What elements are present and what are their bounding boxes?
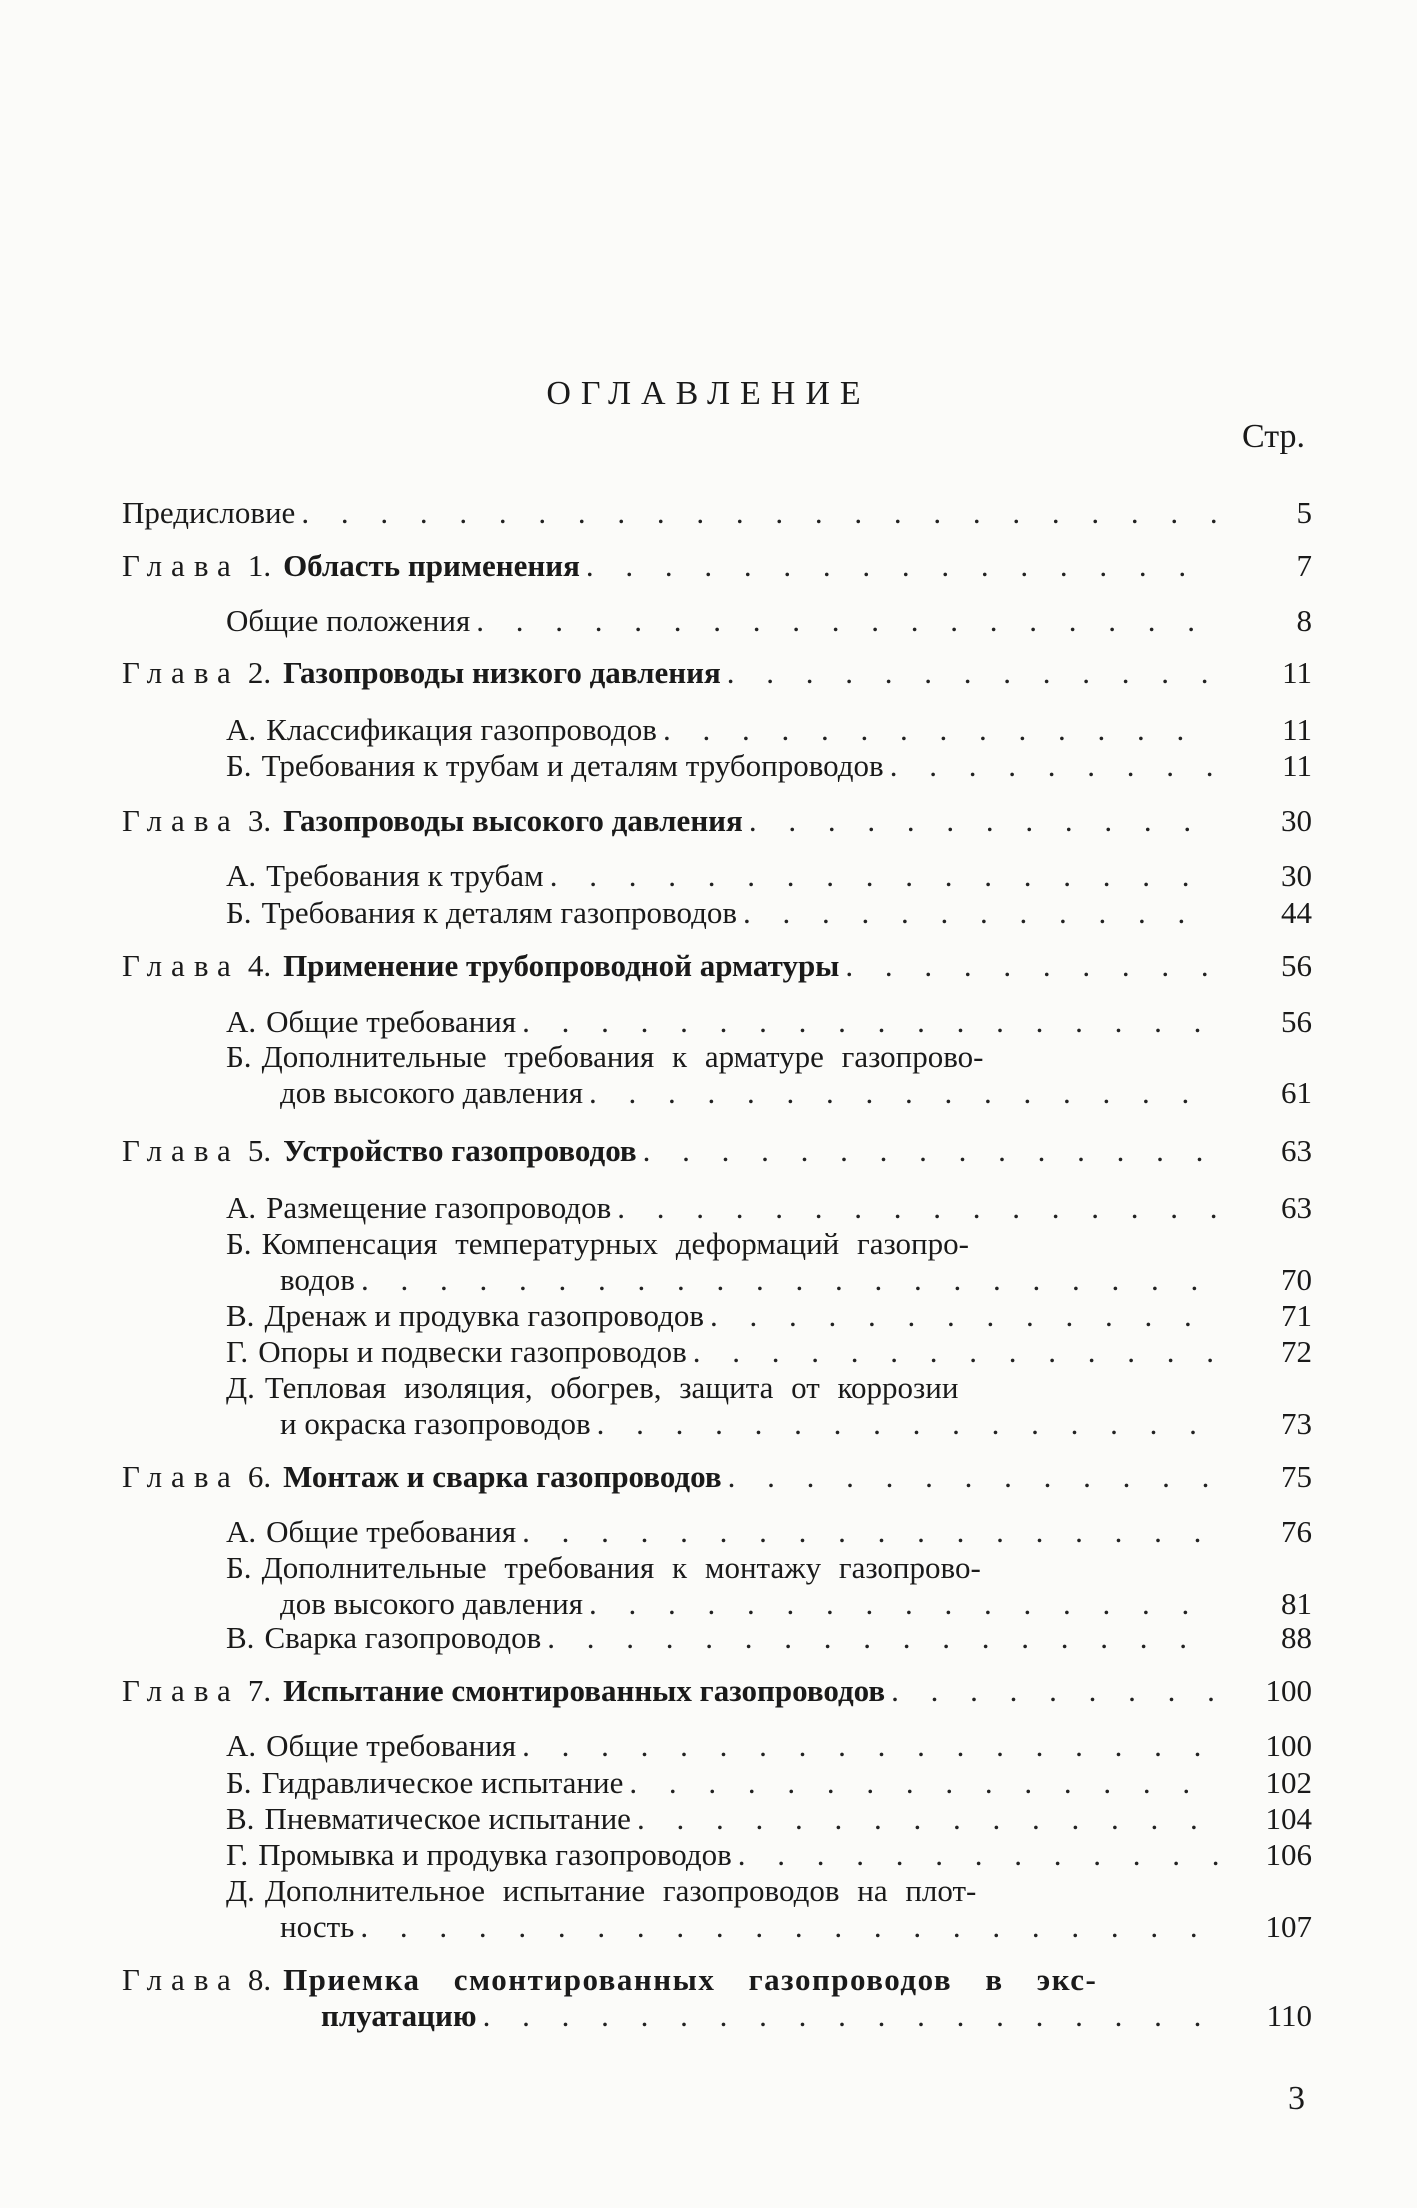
section-title: Требования к трубам — [266, 858, 544, 893]
dot-leader — [476, 603, 1218, 639]
dot-leader — [522, 1728, 1218, 1764]
page-number: 3 — [1288, 2080, 1305, 2117]
dot-leader — [547, 1620, 1218, 1656]
entry-page: 56 — [1281, 1004, 1312, 1039]
entry-page: 30 — [1281, 803, 1312, 838]
toc-section-continuation — [280, 1075, 1312, 1111]
chapter-title-continuation: плуатацию — [321, 1998, 477, 2033]
chapter-title: Газопроводы низкого давления — [283, 655, 721, 690]
section-title: Промывка и продувка газопроводов — [258, 1837, 732, 1872]
chapter-title: Приемка смонтированных газопроводов в экс- — [283, 1962, 1098, 1997]
entry-page: 30 — [1281, 858, 1312, 893]
section-title: Общие требования — [266, 1514, 517, 1549]
section-title: Размещение газопроводов — [266, 1190, 612, 1225]
toc-section — [226, 1370, 1312, 1406]
chapter-word: Глава — [122, 1962, 240, 1997]
toc-section — [226, 1226, 1312, 1262]
toc-section — [226, 1298, 1312, 1334]
entry-page: 11 — [1282, 655, 1312, 690]
toc-section — [226, 748, 1312, 784]
chapter-number: 1. — [247, 548, 272, 583]
dot-leader — [629, 1765, 1218, 1801]
section-title: Требования к деталям газопроводов — [261, 895, 737, 930]
dot-leader — [589, 1586, 1218, 1622]
section-title: Сварка газопроводов — [264, 1620, 542, 1655]
toc-title: ОГЛАВЛЕНИЕ — [546, 375, 871, 412]
section-letter: А. — [226, 1728, 257, 1763]
dot-leader — [727, 655, 1218, 691]
section-letter: Б. — [226, 895, 252, 930]
entry-page: 100 — [1265, 1728, 1312, 1763]
section-title: Дополнительное испытание газопроводов на плот- — [264, 1873, 977, 1908]
section-title: Общие положения — [226, 603, 471, 638]
toc-section — [226, 1801, 1312, 1837]
chapter-title: Газопроводы высокого давления — [283, 803, 743, 838]
chapter-title: Устройство газопроводов — [283, 1133, 637, 1168]
chapter-title: Область применения — [283, 548, 580, 583]
dot-leader — [891, 1673, 1218, 1709]
entry-page: 75 — [1281, 1459, 1312, 1494]
chapter-title: Применение трубопроводной арматуры — [283, 948, 840, 983]
section-title-continuation: дов высокого давления — [280, 1586, 583, 1621]
toc-section-continuation — [280, 1262, 1312, 1298]
chapter-word: Глава — [122, 1133, 240, 1168]
entry-page: 63 — [1281, 1133, 1312, 1168]
section-letter: В. — [226, 1298, 255, 1333]
toc-section — [226, 1728, 1312, 1764]
dot-leader — [710, 1298, 1218, 1334]
section-title: Гидравлическое испытание — [261, 1765, 624, 1800]
section-title: Общие требования — [266, 1728, 517, 1763]
entry-text: Предисловие — [122, 495, 296, 530]
section-title-continuation: дов высокого давления — [280, 1075, 583, 1110]
entry-page: 72 — [1281, 1334, 1312, 1369]
chapter-number: 4. — [247, 948, 272, 983]
section-title: Дренаж и продувка газопроводов — [264, 1298, 704, 1333]
dot-leader — [738, 1837, 1218, 1873]
section-letter: А. — [226, 1514, 257, 1549]
entry-page: 71 — [1281, 1298, 1312, 1333]
dot-leader — [597, 1406, 1218, 1442]
toc-section-continuation — [280, 1909, 1312, 1945]
chapter-number: 6. — [247, 1459, 272, 1494]
section-title: Классификация газопроводов — [266, 712, 657, 747]
toc-chapter — [122, 548, 1312, 584]
section-title: Требования к трубам и деталям трубопроводов — [261, 748, 884, 783]
chapter-number: 8. — [247, 1962, 272, 1997]
section-letter: Б. — [226, 1765, 252, 1800]
section-letter: А. — [226, 1190, 257, 1225]
dot-leader — [845, 948, 1218, 984]
section-letter: Г. — [226, 1334, 249, 1369]
chapter-word: Глава — [122, 803, 240, 838]
section-title: Опоры и подвески газопроводов — [258, 1334, 687, 1369]
section-title: Компенсация температурных деформаций газопро- — [261, 1226, 969, 1261]
section-letter: В. — [226, 1801, 255, 1836]
dot-leader — [360, 1909, 1218, 1945]
toc-section — [226, 603, 1312, 639]
entry-page: 56 — [1281, 948, 1312, 983]
dot-leader — [589, 1075, 1218, 1111]
toc-entry-preface — [122, 495, 1312, 531]
section-title: Дополнительные требования к монтажу газопрово- — [261, 1550, 981, 1585]
entry-page: 61 — [1281, 1075, 1312, 1110]
toc-chapter — [122, 803, 1312, 839]
entry-page: 76 — [1281, 1514, 1312, 1549]
section-letter: А. — [226, 712, 257, 747]
section-letter: А. — [226, 1004, 257, 1039]
toc-section — [226, 712, 1312, 748]
toc-section — [226, 1837, 1312, 1873]
section-title-continuation: ность — [280, 1909, 355, 1944]
toc-section — [226, 1334, 1312, 1370]
toc-section — [226, 1190, 1312, 1226]
section-letter: Г. — [226, 1837, 249, 1872]
toc-section — [226, 895, 1312, 931]
entry-page: 11 — [1282, 712, 1312, 747]
entry-page: 106 — [1265, 1837, 1312, 1872]
section-letter: А. — [226, 858, 257, 893]
dot-leader — [749, 803, 1218, 839]
chapter-word: Глава — [122, 1459, 240, 1494]
toc-section — [226, 1004, 1312, 1040]
dot-leader — [483, 1998, 1218, 2034]
section-title: Дополнительные требования к арматуре газопрово- — [261, 1039, 984, 1074]
chapter-number: 3. — [247, 803, 272, 838]
chapter-number: 2. — [247, 655, 272, 690]
toc-chapter — [122, 1459, 1312, 1495]
toc-chapter — [122, 1133, 1312, 1169]
chapter-word: Глава — [122, 548, 240, 583]
section-letter: Б. — [226, 1226, 252, 1261]
entry-page: 88 — [1281, 1620, 1312, 1655]
section-letter: Б. — [226, 1550, 252, 1585]
dot-leader — [301, 495, 1218, 531]
section-title: Тепловая изоляция, обогрев, защита от коррозии — [264, 1370, 959, 1405]
section-title-continuation: водов — [280, 1262, 355, 1297]
entry-page: 73 — [1281, 1406, 1312, 1441]
chapter-number: 5. — [247, 1133, 272, 1168]
entry-page: 107 — [1265, 1909, 1312, 1944]
toc-section — [226, 1514, 1312, 1550]
toc-section-continuation — [280, 1406, 1312, 1442]
section-title: Пневматическое испытание — [264, 1801, 631, 1836]
chapter-title: Монтаж и сварка газопроводов — [283, 1459, 722, 1494]
section-letter: Д. — [226, 1370, 255, 1405]
dot-leader — [522, 1004, 1218, 1040]
section-title-continuation: и окраска газопроводов — [280, 1406, 591, 1441]
dot-leader — [728, 1459, 1218, 1495]
entry-page: 44 — [1281, 895, 1312, 930]
section-title: Общие требования — [266, 1004, 517, 1039]
toc-section — [226, 1620, 1312, 1656]
toc-chapter — [122, 655, 1312, 691]
entry-page: 5 — [1296, 495, 1312, 530]
toc-chapter — [122, 948, 1312, 984]
toc-section — [226, 1039, 1312, 1075]
toc-section — [226, 858, 1312, 894]
entry-page: 8 — [1296, 603, 1312, 638]
toc-section — [226, 1873, 1312, 1909]
dot-leader — [643, 1133, 1218, 1169]
page-column-label: Стр. — [1241, 418, 1305, 455]
toc-section — [226, 1550, 1312, 1586]
entry-page: 110 — [1266, 1998, 1312, 2033]
section-letter: В. — [226, 1620, 255, 1655]
dot-leader — [550, 858, 1218, 894]
chapter-word: Глава — [122, 948, 240, 983]
toc-section-continuation — [280, 1586, 1312, 1622]
chapter-number: 7. — [247, 1673, 272, 1708]
dot-leader — [890, 748, 1218, 784]
dot-leader — [693, 1334, 1218, 1370]
entry-page: 63 — [1281, 1190, 1312, 1225]
chapter-title: Испытание смонтированных газопроводов — [283, 1673, 886, 1708]
entry-page: 11 — [1282, 748, 1312, 783]
chapter-word: Глава — [122, 1673, 240, 1708]
entry-page: 7 — [1296, 548, 1312, 583]
dot-leader — [637, 1801, 1218, 1837]
toc-chapter — [122, 1962, 1312, 1998]
entry-page: 70 — [1281, 1262, 1312, 1297]
dot-leader — [361, 1262, 1218, 1298]
entry-page: 81 — [1281, 1586, 1312, 1621]
dot-leader — [522, 1514, 1218, 1550]
section-letter: Д. — [226, 1873, 255, 1908]
toc-section — [226, 1765, 1312, 1801]
section-letter: Б. — [226, 1039, 252, 1074]
dot-leader — [663, 712, 1218, 748]
entry-page: 102 — [1265, 1765, 1312, 1800]
section-letter: Б. — [226, 748, 252, 783]
entry-page: 100 — [1265, 1673, 1312, 1708]
dot-leader — [743, 895, 1218, 931]
dot-leader — [586, 548, 1218, 584]
entry-page: 104 — [1265, 1801, 1312, 1836]
chapter-word: Глава — [122, 655, 240, 690]
dot-leader — [617, 1190, 1218, 1226]
toc-chapter — [122, 1673, 1312, 1709]
toc-chapter-continuation — [321, 1998, 1312, 2034]
